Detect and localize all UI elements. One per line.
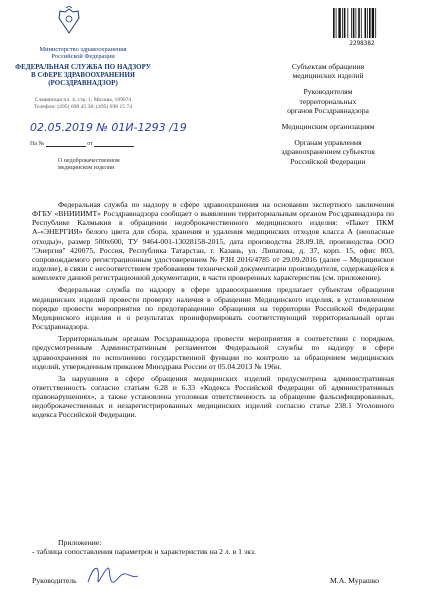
barcode-bar: [351, 8, 352, 38]
addressee-block: [248, 62, 408, 173]
barcode-bar: [361, 8, 362, 38]
barcode-number: 2298382: [349, 40, 375, 47]
agency-address: Славянская пл. 4, стр. 1, Москва, 109074 Телефон: (495) 698 45 38; (495) 698 15 74: [33, 97, 133, 110]
barcode-bar: [338, 8, 340, 38]
reply-date-blank: [94, 140, 134, 147]
addressee-1: Субъектам обращения медицинских изделий: [291, 62, 365, 81]
addressee-4: Органам управления здравоохранением субъектов Российской Федерации: [281, 138, 375, 166]
ministry-name: Министерство здравоохранения Российской Федерации: [39, 46, 127, 61]
reply-reference: На № от: [30, 140, 134, 147]
signer-name: М.А. Мурашко: [330, 576, 380, 585]
handwritten-signature: [82, 560, 142, 590]
addressee-3: Медицинским организациям: [281, 122, 375, 132]
attachment-item: - таблица сопоставления параметров и характеристик на 2 л. в 1 экз.: [32, 547, 256, 557]
paragraph: Федеральная служба по надзору в сфере здравоохранения на основании экспертного заключения ФГБУ «ВНИИИМТ» Росздравнадзора сообщает о выявлении территориальным органом Росздравнадзора по Республике Калмыкия в обращении недоброкачественного медицинского изделия: «Пакет ПКМ А-«ЭНЕРГИЯ» белого цвета для сбора, хранения и удаления медицинских отходов класса А (неопасные отходы)», размер 500х600, ТУ 9464-001-13028158-2015, дата производства 28.09.18, производства ООО "Энергия" 420075, Россия, Республика Татарстан, г. Казань, ул. Липатова, д. 37, корп. 15, офис 803, сопровождаемого регистрационным удостоверением № РЗН 2016/4785 от 29.09.2016 (далее – Медицинское изделие), в связи с несоответствием требованиям технической документации производителя, содержащейся в комплекте данной регистрационной документации, в части проверенных характеристик (см. приложение).: [32, 200, 394, 283]
barcode-bar: [358, 8, 360, 38]
barcode-bar: [342, 8, 343, 38]
attachment-block: [32, 538, 332, 556]
coat-of-arms-icon: [56, 6, 82, 36]
barcode-bar: [333, 8, 335, 38]
paragraph: Федеральная служба по надзору в сфере здравоохранения предлагает субъектам обращения медицинских изделий провести проверку наличия в обращении Медицинского изделия, в установленном порядке провести мероприятия по предотвращению обращения на территории Российской Федерации Медицинского изделия и о результатах проинформировать соответствующий территориальный орган Росздравнадзора.: [32, 285, 394, 332]
addressee-2: Руководителям территориальных органов Росздравнадзора: [287, 87, 369, 115]
barcode-bar: [365, 8, 367, 38]
barcode-bar: [344, 8, 346, 38]
barcode-bar: [353, 8, 355, 38]
barcode-bar: [356, 8, 357, 38]
reply-number-blank: [46, 140, 86, 147]
barcode-bar: [375, 8, 376, 38]
barcode-bar: [372, 8, 374, 38]
signer-position: Руководитель: [32, 576, 77, 585]
barcode-icon: [332, 8, 392, 38]
letter-subject: О недоброкачественном медицинском изделии: [58, 158, 120, 171]
barcode-bar: [369, 8, 371, 38]
attachment-label: Приложение:: [58, 538, 102, 547]
barcode-bar: [336, 8, 337, 38]
paragraph: Территориальным органам Росздравнадзора провести мероприятия в соответствии с порядком, предусмотренным Административным регламентом Федеральной службы по надзору в сфере здравоохранения по исполнению государственной функции по контролю за обращением медицинских изделий, утвержденным приказом Минздрава России от 05.04.2013 № 196н.: [32, 334, 394, 371]
agency-name: ФЕДЕРАЛЬНАЯ СЛУЖБА ПО НАДЗОРУ В СФЕРЕ ЗДРАВООХРАНЕНИЯ (РОСЗДРАВНАДЗОР): [15, 63, 151, 87]
letter-body: [32, 200, 394, 423]
barcode-bar: [367, 8, 368, 38]
barcode-bar: [347, 8, 348, 38]
registration-number: 02.05.2019 № 01И-1293 /19: [30, 121, 187, 134]
paragraph: За нарушения в сфере обращения медицинских изделий предусмотрена административная ответственность согласно статьям 6.28 и 6.33 «Кодекса Российской Федерации об административных правонарушениях», а также установлена уголовная ответственность за обращение фальсифицированных, недоброкачественных и незарегистрированных медицинских изделий согласно статье 238.1 Уголовного кодекса Российской Федерации.: [32, 373, 394, 420]
